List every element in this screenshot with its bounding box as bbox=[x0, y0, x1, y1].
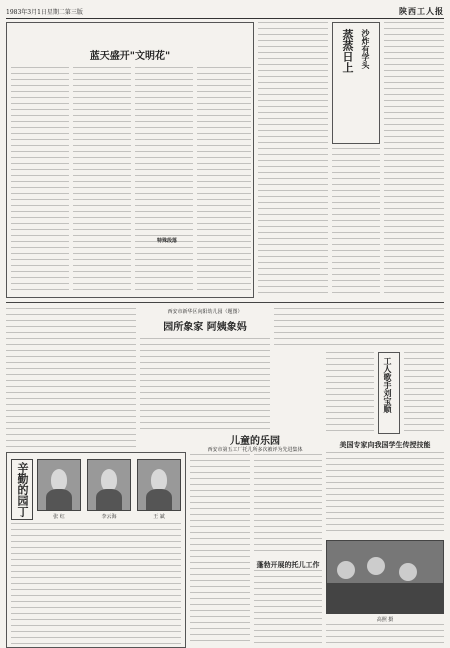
article-column bbox=[135, 67, 193, 295]
article-title: 辛勤的园丁 bbox=[11, 459, 33, 520]
article-title: 美国专家向我国学生传授技能 bbox=[339, 440, 431, 449]
article-column bbox=[254, 570, 322, 644]
page-header bbox=[6, 4, 444, 19]
article-column bbox=[11, 523, 181, 645]
article-title: 蓬勃开展的托儿工作 bbox=[256, 560, 320, 569]
article-header-line: 西安市新华区向阳幼儿园（题图） bbox=[167, 309, 243, 315]
photo-caption: 张 红 bbox=[53, 514, 65, 520]
article-column bbox=[326, 624, 444, 646]
article-column bbox=[326, 352, 374, 434]
photo-caption: 高照 摄 bbox=[376, 617, 394, 623]
article-title-box bbox=[378, 352, 400, 434]
article-column bbox=[140, 338, 270, 430]
masthead: 陕西工人报 bbox=[399, 5, 444, 16]
portrait-photo bbox=[137, 459, 181, 511]
article-title: 园所象家 阿姨象妈 bbox=[163, 322, 247, 333]
photo-caption: 李云海 bbox=[101, 514, 117, 520]
article-subtitle: 沙炸有学头 bbox=[361, 29, 371, 69]
article-title: 儿童的乐园 bbox=[230, 436, 280, 447]
article-column bbox=[190, 454, 250, 644]
article-title: 工人歌手刘宝顺 bbox=[383, 357, 393, 413]
portrait-photo bbox=[87, 459, 131, 511]
article-gardeners bbox=[6, 452, 186, 648]
article-column bbox=[11, 67, 69, 295]
issue-weekday: 星期二 bbox=[46, 8, 65, 16]
portrait-photo bbox=[37, 459, 81, 511]
article-column bbox=[258, 22, 328, 298]
article-column bbox=[384, 22, 444, 298]
article-subtitle: 西安市第五工厂托儿所多次被评为先进集体 bbox=[207, 447, 303, 453]
issue-date: 1983年3月1日 bbox=[6, 8, 47, 16]
news-photo bbox=[326, 540, 444, 614]
article-column bbox=[197, 67, 251, 295]
section-divider bbox=[6, 302, 444, 303]
article-title: 蓝天盛开"文明花" bbox=[89, 51, 171, 62]
article-column bbox=[404, 352, 444, 434]
article-column bbox=[332, 148, 380, 298]
photo-caption: 王 斌 bbox=[153, 514, 165, 520]
article-column bbox=[274, 308, 444, 348]
article-blue-sky bbox=[6, 22, 254, 298]
article-column bbox=[326, 452, 444, 534]
article-title: 蒸蒸日上 bbox=[341, 29, 354, 73]
article-title-box bbox=[332, 22, 380, 144]
issue-page: 第三版 bbox=[64, 8, 83, 16]
article-column bbox=[6, 308, 136, 448]
article-column bbox=[254, 454, 322, 554]
article-column bbox=[73, 67, 131, 295]
sidebar-label: 特殊段落 bbox=[157, 238, 178, 244]
